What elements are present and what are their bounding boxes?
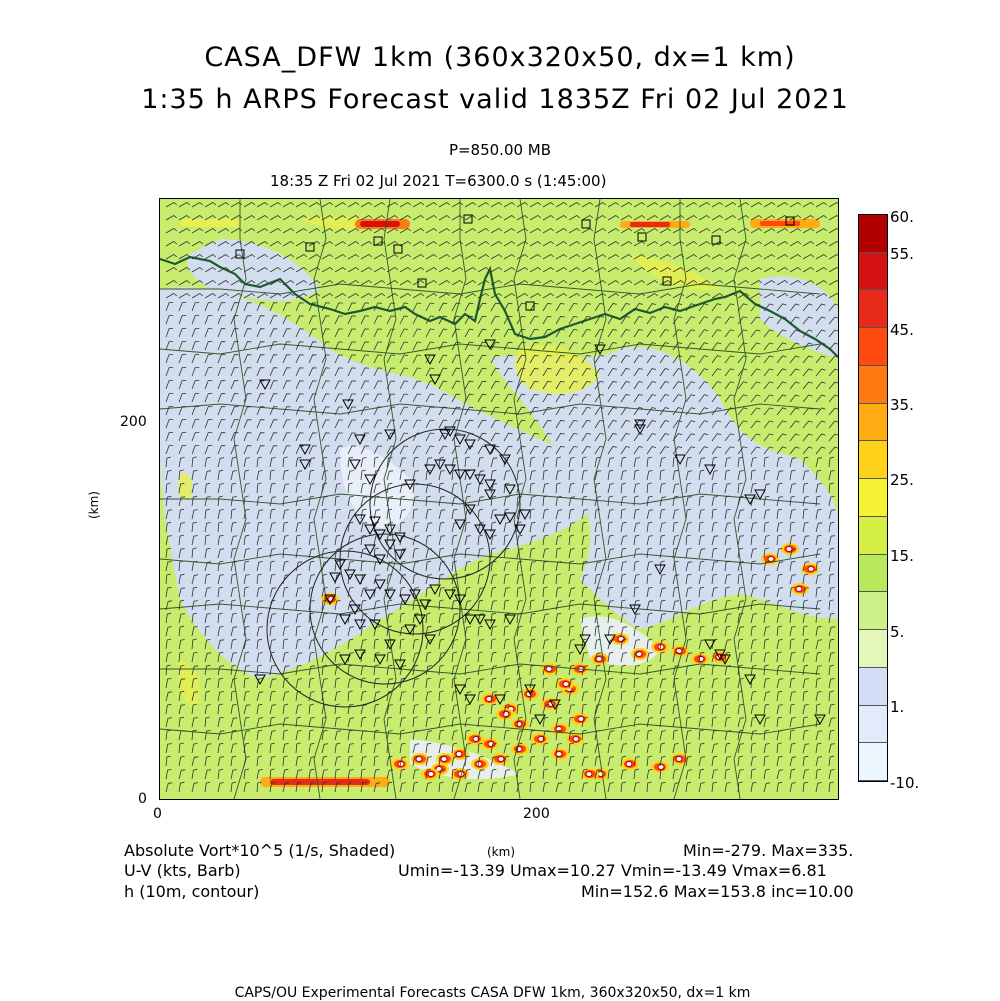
field-contour-label: h (10m, contour) [124,882,260,901]
vort-blob-core [676,757,682,762]
colorbar-segment [859,706,887,744]
vort-blob-core [768,557,774,562]
vort-blob-core [546,667,552,672]
x-tick-200: 200 [523,806,550,822]
colorbar-segment [859,555,887,593]
colorbar-label-1: 1. [890,698,905,716]
colorbar-segment [859,441,887,479]
colorbar-label-15: 15. [890,547,914,565]
colorbar-label-35: 35. [890,396,914,414]
contour-min-max: Min=152.6 Max=153.8 inc=10.00 [581,882,854,901]
x-tick-0: 0 [153,806,162,822]
colorbar-segment [859,668,887,706]
vort-blob-core [573,737,579,742]
vort-blob-core [808,567,814,572]
vort-blob-core [563,682,569,687]
vort-blob-core [596,657,602,662]
colorbar-label-55: 55. [890,245,914,263]
colorbar-segment [859,479,887,517]
vort-blob-core [416,757,422,762]
field-shaded-label: Absolute Vort*10^5 (1/s, Shaded) [124,841,396,860]
vort-blob-core [618,637,624,642]
y-tick-200: 200 [120,414,147,430]
colorbar-label-minus10: -10. [890,774,920,792]
wind-min-max: Umin=-13.39 Umax=10.27 Vmin=-13.49 Vmax=6.81 [398,861,827,880]
colorbar-segment [859,404,887,442]
colorbar-segment [859,743,887,781]
title-line-1: CASA_DFW 1km (360x320x50, dx=1 km) [204,42,796,73]
colorbar-label-45: 45. [890,321,914,339]
colorbar-segment [859,630,887,668]
y-axis-label: (km) [87,490,102,520]
vort-blob-core [498,757,504,762]
map-field [160,199,838,799]
colorbar-label-5: 5. [890,623,905,641]
colorbar-segment [859,517,887,555]
field-barb-label: U-V (kts, Barb) [124,861,241,880]
vort-blob-core [626,762,632,767]
credit-line: CAPS/OU Experimental Forecasts CASA DFW 1km, 360x320x50, dx=1 km [234,985,751,1001]
vort-blob-core [786,547,792,552]
colorbar-segment [859,592,887,630]
colorbar-segment [859,366,887,404]
vort-blob-core [658,765,664,770]
vort-blob-core [456,752,462,757]
x-axis-label: (km) [487,845,516,859]
vort-blob-core [503,712,509,717]
colorbar-segment [859,290,887,328]
vort-blob-core [441,757,447,762]
pressure-level: P=850.00 MB [448,141,552,159]
colorbar-label-25: 25. [890,471,914,489]
colorbar-segment [859,253,887,291]
title-line-2: 1:35 h ARPS Forecast valid 1835Z Fri 02 Jul 2021 [141,84,849,115]
vort-blob-core [586,772,592,777]
colorbar [858,214,888,782]
map-panel [159,198,839,800]
vort-blob-core [796,587,802,592]
colorbar-segment [859,328,887,366]
valid-time: 18:35 Z Fri 02 Jul 2021 T=6300.0 s (1:45:00) [270,172,607,190]
vort-blob-core [556,752,562,757]
colorbar-segment [859,215,887,253]
y-tick-0: 0 [138,791,147,807]
shaded-min-max: Min=-279. Max=335. [683,841,854,860]
colorbar-label-60: 60. [890,208,914,226]
vort-blob-core [428,772,434,777]
